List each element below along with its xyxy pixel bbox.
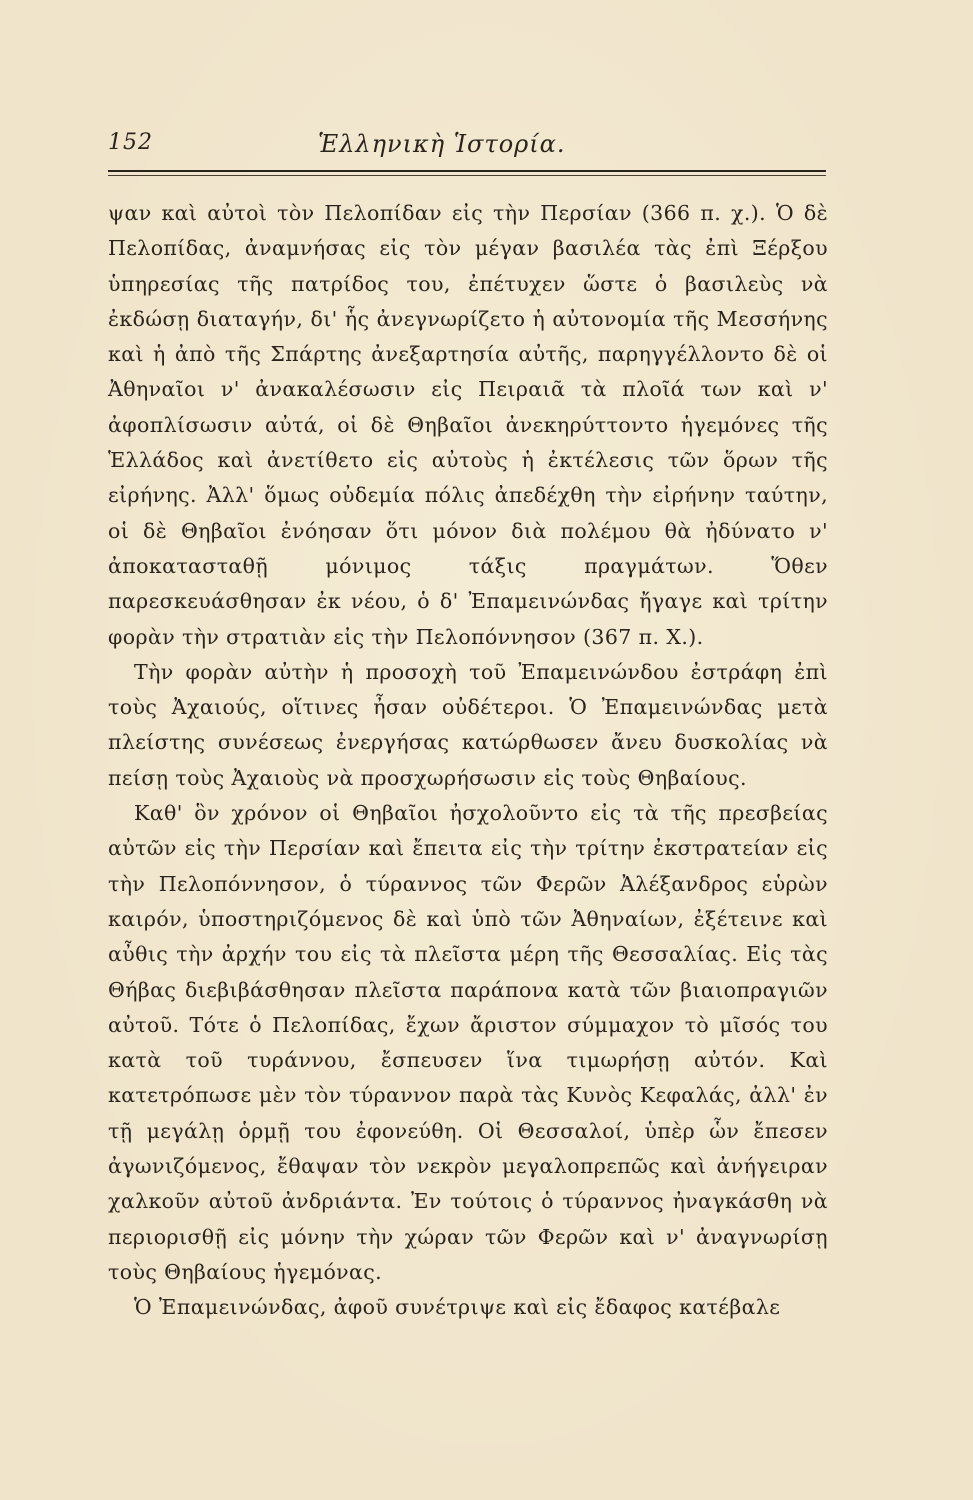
- page-number: 152: [108, 130, 153, 155]
- running-title: Ἑλληνικὴ Ἱστορία.: [318, 130, 566, 158]
- paragraph-2: Τὴν φορὰν αὐτὴν ἡ προσοχὴ τοῦ Ἐπαμεινώνδου ἐστράφη ἐπὶ τοὺς Ἀχαιούς, οἵτινες ἦσαν οὐδέτεροι. Ὁ Ἐπαμεινώνδας μετὰ πλείστης συνέσεως ἐνεργήσας κατώρθωσεν ἄνευ δυσκολίας νὰ πείσῃ τοὺς Ἀχαιοὺς νὰ προσχωρήσωσιν εἰς τοὺς Θηβαίους.: [108, 659, 828, 790]
- paragraph-3: Καθ' ὃν χρόνον οἱ Θηβαῖοι ἠσχολοῦντο εἰς τὰ τῆς πρεσβείας αὐτῶν εἰς τὴν Περσίαν καὶ ἔπειτα εἰς τὴν τρίτην ἐκστρατείαν εἰς τὴν Πελοπόννησον, ὁ τύραννος τῶν Φερῶν Ἀλέξανδρος εὑρὼν καιρόν, ὑποστηριζόμενος δὲ καὶ ὑπὸ τῶν Ἀθηναίων, ἐξέτεινε καὶ αὖθις τὴν ἀρχήν του εἰς τὰ πλεῖστα μέρη τῆς Θεσσαλίας. Εἰς τὰς Θήβας διεβιβάσθησαν πλεῖστα παράπονα κατὰ τῶν βιαιοπραγιῶν αὐτοῦ. Τότε ὁ Πελοπίδας, ἔχων ἄριστον σύμμαχον τὸ μῖσός του κατὰ τοῦ τυράννου, ἔσπευσεν ἵνα τιμωρήσῃ αὐτόν. Καὶ κατετρόπωσε μὲν τὸν τύραννον παρὰ τὰς Κυνὸς Κεφαλάς, ἀλλ' ἐν τῇ μεγάλῃ ὁρμῇ του ἐφονεύθη. Οἱ Θεσσαλοί, ὑπὲρ ὧν ἔπεσεν ἀγωνιζόμενος, ἔθαψαν τὸν νεκρὸν μεγαλοπρεπῶς καὶ ἀνήγειραν χαλκοῦν αὐτοῦ ἀνδριάντα. Ἐν τούτοις ὁ τύραννος ἠναγκάσθη νὰ περιορισθῇ εἰς μόνην τὴν χώραν τῶν Φερῶν καὶ ν' ἀναγνωρίσῃ τοὺς Θηβαίους ἡγεμόνας.: [108, 801, 828, 1284]
- paragraph-4: Ὁ Ἐπαμεινώνδας, ἀφοῦ συνέτριψε καὶ εἰς ἔδαφος κατέβαλε: [134, 1295, 781, 1320]
- paragraph-1: ψαν καὶ αὐτοὶ τὸν Πελοπίδαν εἰς τὴν Περσίαν (366 π. χ.). Ὁ δὲ Πελοπίδας, ἀναμνήσας εἰς τὸν μέγαν βασιλέα τὰς ἐπὶ Ξέρξου ὑπηρεσίας τῆς πατρίδος του, ἐπέτυχεν ὥστε ὁ βασιλεὺς νὰ ἐκδώσῃ διαταγήν, δι' ἧς ἀνεγνωρίζετο ἡ αὐτονομία τῆς Μεσσήνης καὶ ἡ ἀπὸ τῆς Σπάρτης ἀνεξαρτησία αὐτῆς, παρηγγέλλοντο δὲ οἱ Ἀθηναῖοι ν' ἀνακαλέσωσιν εἰς Πειραιᾶ τὰ πλοῖά των καὶ ν' ἀφοπλίσωσιν αὐτά, οἱ δὲ Θηβαῖοι ἀνεκηρύττοντο ἡγεμόνες τῆς Ἑλλάδος καὶ ἀνετίθετο εἰς αὐτοὺς ἡ ἐκτέλεσις τῶν ὅρων τῆς εἰρήνης. Ἀλλ' ὅμως οὐδεμία πόλις ἀπεδέχθη τὴν εἰρήνην ταύτην, οἱ δὲ Θηβαῖοι ἐνόησαν ὅτι μόνον διὰ πολέμου θὰ ἠδύνατο ν' ἀποκατασταθῇ μόνιμος τάξις πραγμάτων. Ὅθεν παρεσκευάσθησαν ἐκ νέου, ὁ δ' Ἐπαμεινώνδας ἤγαγε καὶ τρίτην φορὰν τὴν στρατιὰν εἰς τὴν Πελοπόννησον (367 π. Χ.).: [108, 201, 828, 649]
- header-rule-thin: [108, 175, 826, 176]
- page-header: [108, 130, 828, 170]
- header-rule: [108, 170, 826, 172]
- body-text: [108, 196, 828, 1326]
